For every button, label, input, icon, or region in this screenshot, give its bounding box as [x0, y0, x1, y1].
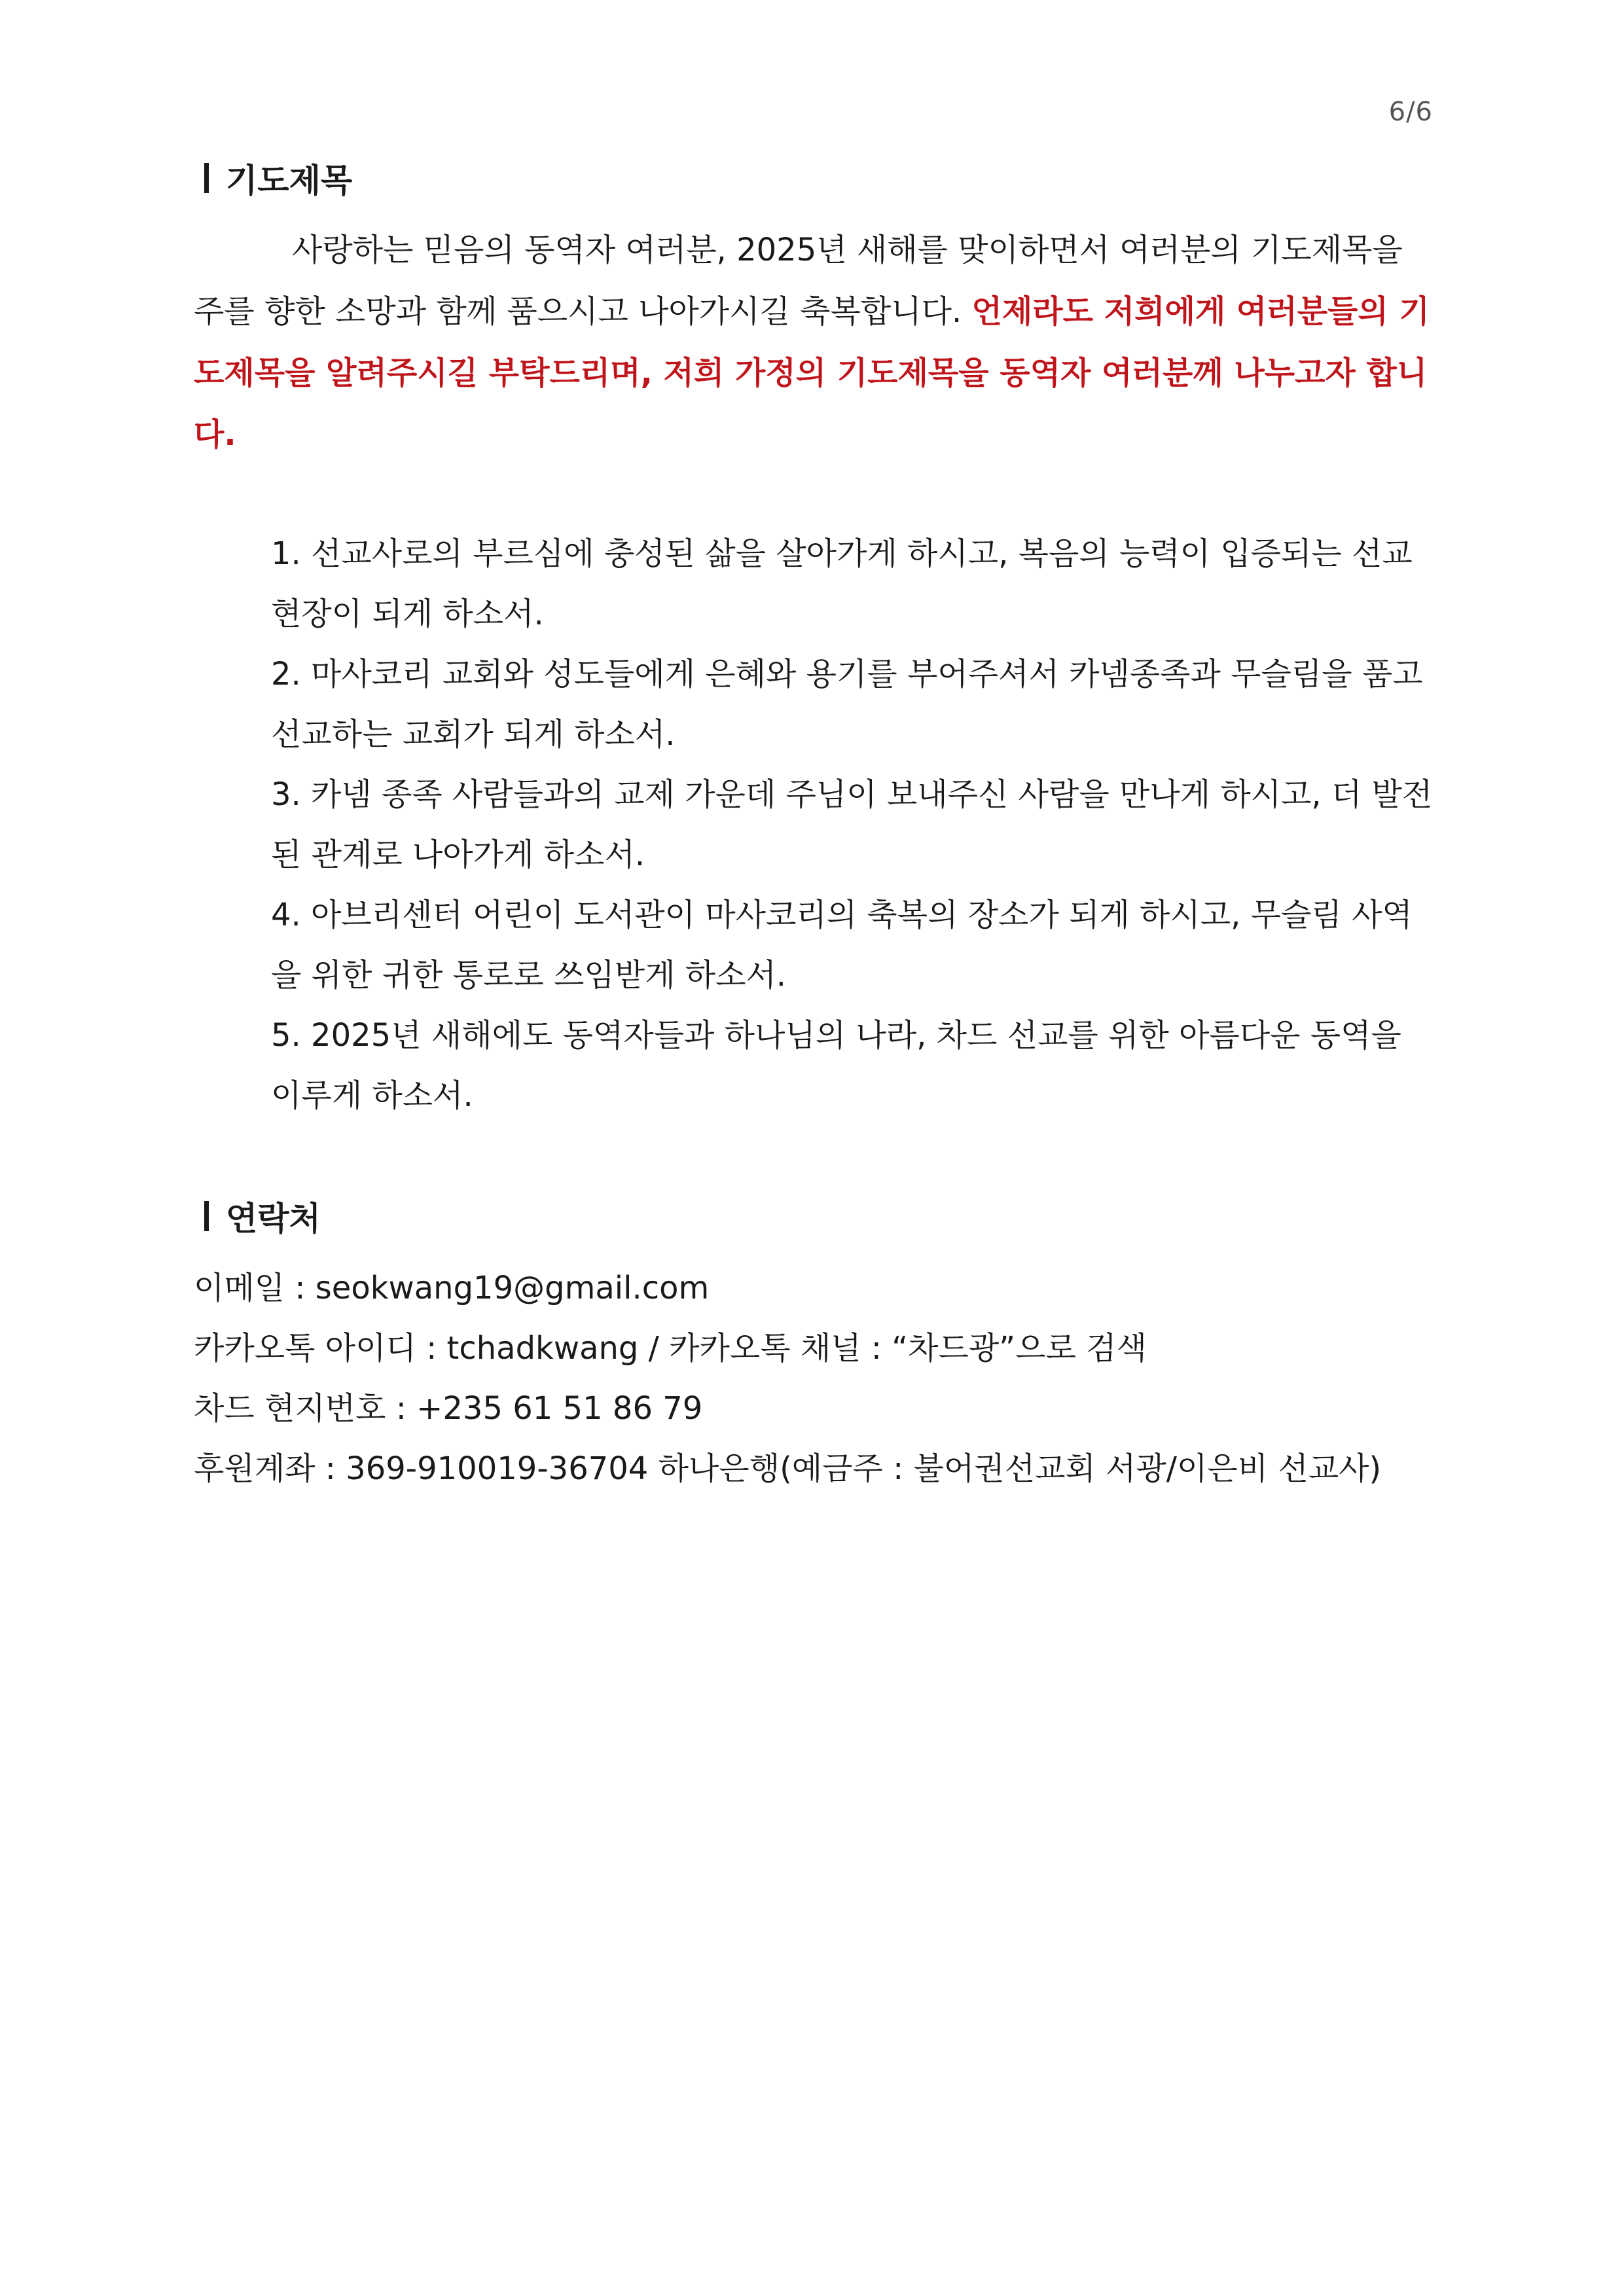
page-number: 6/6 [1388, 97, 1433, 127]
contact-phone: 차드 현지번호 : +235 61 51 86 79 [194, 1390, 703, 1427]
prayer-item: 4. 아브리센터 어린이 도서관이 마사코리의 축복의 장소가 되게 하시고, 무슬림 사역을 위한 귀한 통로로 쓰임받게 하소서. [271, 897, 1413, 994]
contact-account: 후원계좌 : 369-910019-36704 하나은행(예금주 : 불어권선교회 서광/이은비 선교사) [194, 1450, 1382, 1487]
intro-plain-text: 사랑하는 믿음의 동역자 여러분, 2025년 새해를 맞이하면서 여러분의 기도제목을 주를 향한 소망과 함께 품으시고 나아가시길 축복합니다. [194, 232, 1403, 330]
prayer-list [271, 524, 1439, 1126]
prayer-section-heading [204, 154, 352, 202]
contact-section-heading [204, 1193, 321, 1240]
contact-kakao: 카카오톡 아이디 : tchadkwang / 카카오톡 채널 : “차드광”으로 검색 [194, 1330, 1147, 1367]
contact-email: 이메일 : seokwang19@gmail.com [194, 1270, 710, 1306]
prayer-intro [194, 219, 1437, 465]
contact-heading-label: 연락처 [226, 1200, 321, 1238]
intro-highlight-text: 언제라도 저희에게 여러분들의 기도제목을 알려주시길 부탁드리며, 저희 가정의 기도제목을 동역자 여러분께 나누고자 합니다. [194, 293, 1430, 453]
heading-bar [204, 163, 209, 193]
prayer-item: 1. 선교사로의 부르심에 충성된 삶을 살아가게 하시고, 복음의 능력이 입증되는 선교현장이 되게 하소서. [271, 535, 1413, 632]
prayer-heading-label: 기도제목 [226, 162, 353, 200]
prayer-item: 5. 2025년 새해에도 동역자들과 하나님의 나라, 차드 선교를 위한 아름다운 동역을 이루게 하소서. [271, 1017, 1401, 1114]
contact-block [194, 1258, 1437, 1499]
prayer-item: 3. 카넴 종족 사람들과의 교제 가운데 주님이 보내주신 사람을 만나게 하시고, 더 발전된 관계로 나아가게 하소서. [271, 776, 1433, 873]
heading-bar [204, 1201, 209, 1231]
prayer-item: 2. 마사코리 교회와 성도들에게 은혜와 용기를 부어주셔서 카넴종족과 무슬림을 품고 선교하는 교회가 되게 하소서. [271, 656, 1423, 753]
